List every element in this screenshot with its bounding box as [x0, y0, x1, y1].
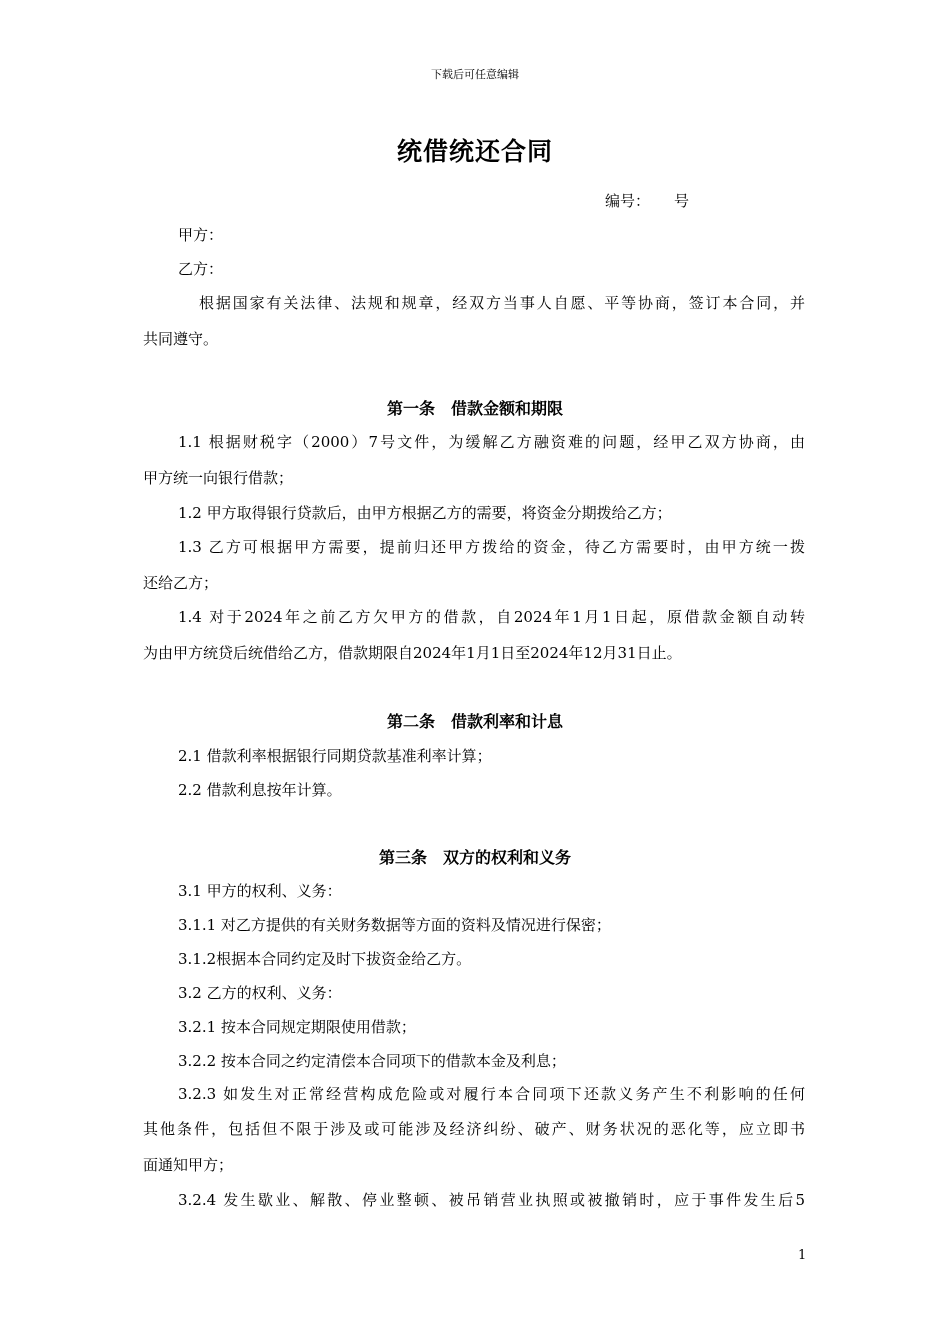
- header-note: 下载后可任意编辑: [431, 68, 519, 81]
- clause-line: 还给乙方；: [143, 574, 219, 592]
- preamble-line: 共同遵守。: [143, 330, 219, 348]
- clause-line: 面通知甲方；: [143, 1156, 234, 1174]
- clause-line: 1.2 甲方取得银行贷款后，由甲方根据乙方的需要，将资金分期拨给乙方；: [178, 504, 672, 522]
- preamble-line: 根据国家有关法律、法规和规章，经双方当事人自愿、平等协商，签订本合同，并: [199, 294, 805, 312]
- clause-line: 3.1.2根据本合同约定及时下拔资金给乙方。: [178, 950, 472, 968]
- clause-line: 3.2.3 如发生对正常经营构成危险或对履行本合同项下还款义务产生不利影响的任何: [178, 1085, 805, 1103]
- section-title: 第一条 借款金额和期限: [386, 399, 563, 418]
- clause-line: 为由甲方统贷后统借给乙方，借款期限自2024年1月1日至2024年12月31日止。: [143, 644, 682, 662]
- section-title: 第三条 双方的权利和义务: [378, 848, 571, 867]
- contract-number-suffix: 号: [674, 192, 690, 210]
- clause-line: 3.1.1 对乙方提供的有关财务数据等方面的资料及情况进行保密；: [178, 916, 611, 934]
- clause-line: 3.2.2 按本合同之约定清偿本合同项下的借款本金及利息；: [178, 1052, 566, 1070]
- clause-line: 3.2.4 发生歇业、解散、停业整顿、被吊销营业执照或被撤销时，应于事件发生后5: [178, 1191, 805, 1209]
- section-title: 第二条 借款利率和计息: [386, 712, 563, 731]
- clause-line: 2.1 借款利率根据银行同期贷款基准利率计算；: [178, 747, 492, 765]
- contract-number: [605, 190, 689, 211]
- party-a-label: 甲方：: [178, 226, 224, 244]
- clause-line: 1.4 对于2024年之前乙方欠甲方的借款，自2024年1月1日起，原借款金额自动转: [178, 608, 805, 626]
- clause-line: 1.1 根据财税字（2000）7号文件，为缓解乙方融资难的问题，经甲乙双方协商，由: [178, 433, 805, 451]
- contract-number-label: 编号：: [605, 192, 651, 210]
- clause-line: 3.1 甲方的权利、义务：: [178, 882, 342, 900]
- page-title: 统借统还合同: [396, 137, 553, 166]
- clause-line: 1.3 乙方可根据甲方需要，提前归还甲方拨给的资金，待乙方需要时，由甲方统一拨: [178, 538, 805, 556]
- clause-line: 2.2 借款利息按年计算。: [178, 781, 342, 799]
- page-number: 1: [798, 1248, 807, 1263]
- clause-line: 3.2 乙方的权利、义务：: [178, 984, 342, 1002]
- clause-line: 3.2.1 按本合同规定期限使用借款；: [178, 1018, 416, 1036]
- party-b-label: 乙方：: [178, 260, 224, 278]
- clause-line: 其他条件，包括但不限于涉及或可能涉及经济纠纷、破产、财务状况的恶化等，应立即书: [143, 1120, 805, 1138]
- clause-line: 甲方统一向银行借款；: [143, 469, 294, 487]
